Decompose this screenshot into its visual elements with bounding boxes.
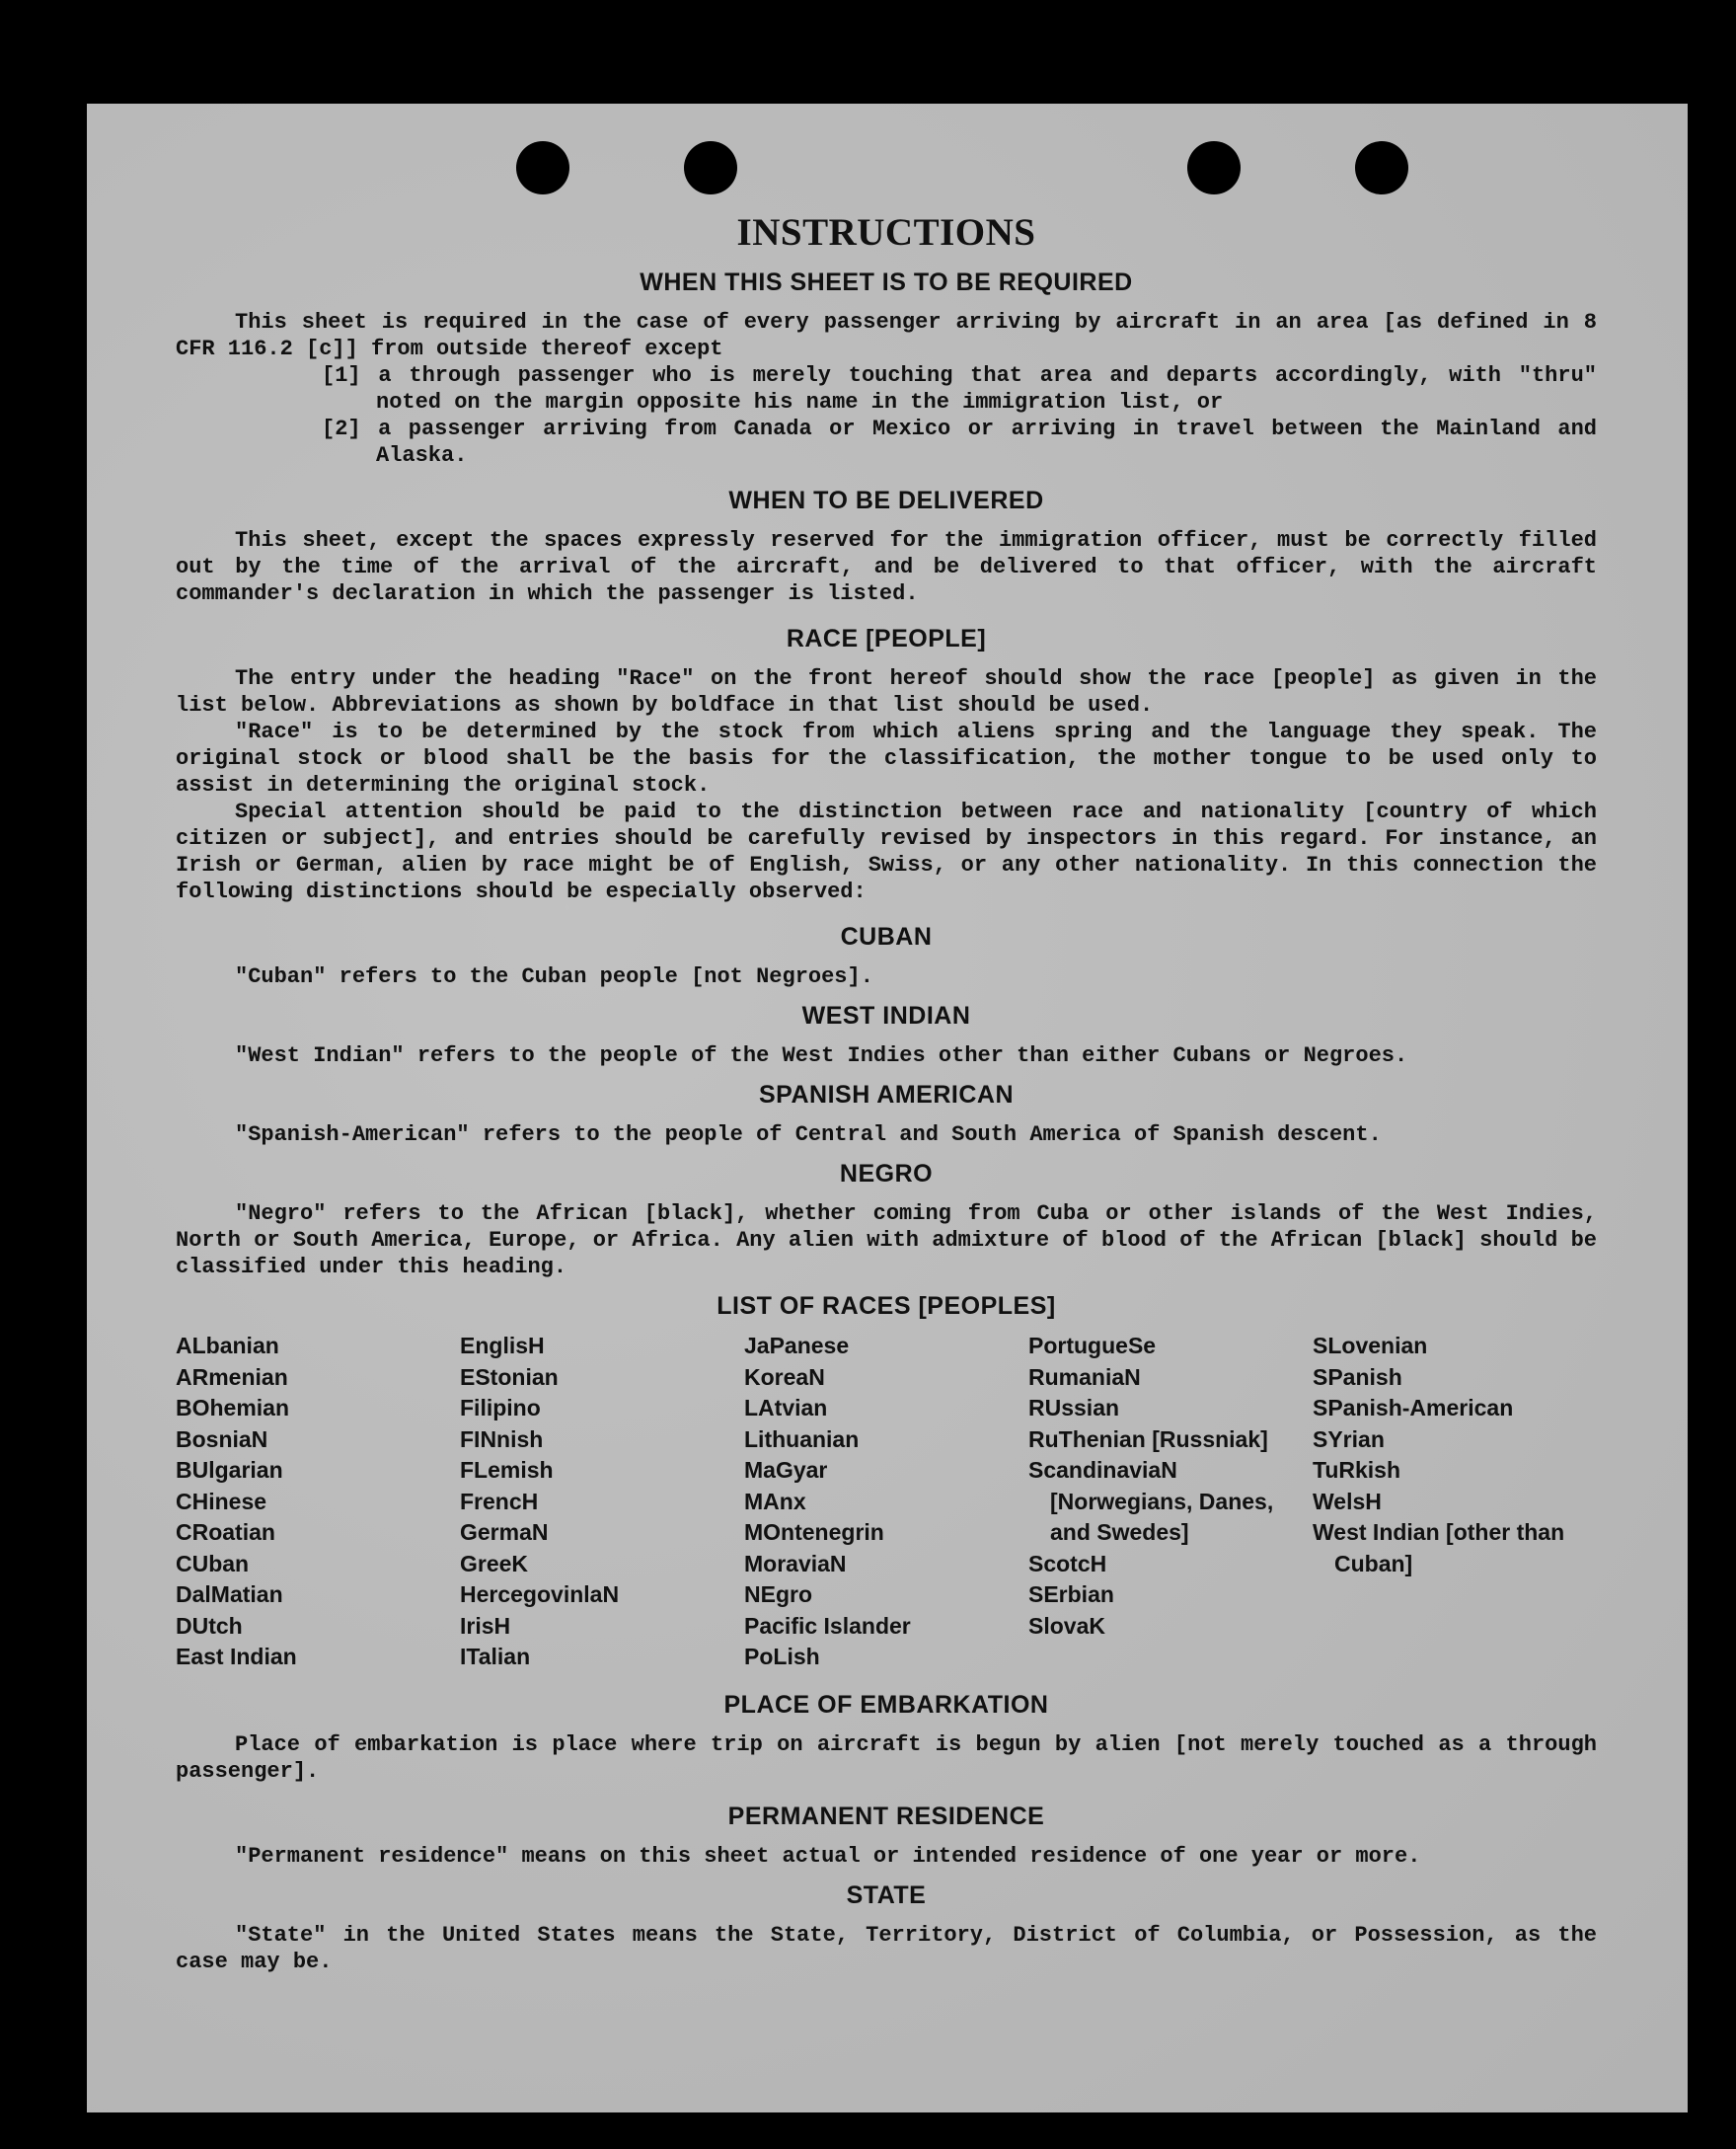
race-item: East Indian: [176, 1644, 297, 1669]
race-item: KoreaN: [744, 1363, 825, 1390]
race-item: CRoatian: [176, 1519, 275, 1545]
heading-permanent-residence: PERMANENT RESIDENCE: [727, 1802, 1045, 1830]
spanish-american-text: "Spanish-American" refers to the people of Central and South America of Spanish descent.: [235, 1122, 1382, 1147]
race-item: GermaN: [460, 1519, 549, 1545]
race-item: SPanish: [1313, 1363, 1402, 1390]
race-item: WelsH: [1313, 1488, 1382, 1514]
race-item: RuThenian [Russniak]: [1028, 1425, 1268, 1452]
race-item: PortugueSe: [1028, 1333, 1157, 1358]
race-item: LAtvian: [744, 1395, 828, 1420]
race-item: SPanish-American: [1313, 1395, 1514, 1420]
race-item: MaGyar: [744, 1457, 828, 1483]
heading-race: RACE [PEOPLE]: [786, 625, 987, 652]
punch-hole: [516, 141, 569, 194]
race-column: [1313, 1331, 1597, 1673]
race-item: RUssian: [1028, 1395, 1120, 1420]
race-item: FLemish: [460, 1457, 554, 1483]
race-item: HercegovinlaN: [460, 1581, 620, 1607]
race-item: MOntenegrin: [744, 1519, 884, 1545]
heading-state: STATE: [846, 1880, 927, 1909]
race-item: DalMatian: [176, 1581, 283, 1607]
race-item: ALbanian: [176, 1333, 279, 1358]
heading-cuban: CUBAN: [840, 923, 933, 951]
punch-hole: [1355, 141, 1408, 194]
race-item: SErbian: [1028, 1581, 1114, 1607]
race-column: [744, 1331, 1028, 1673]
race-item: BosniaN: [176, 1425, 268, 1452]
heading-west-indian: WEST INDIAN: [801, 1002, 971, 1030]
heading-spanish-american: SPANISH AMERICAN: [758, 1081, 1014, 1109]
heading-when-delivered: WHEN TO BE DELIVERED: [728, 487, 1044, 514]
heading-list-of-races: LIST OF RACES [PEOPLES]: [717, 1292, 1056, 1320]
race-item: SYrian: [1313, 1425, 1385, 1452]
race-item: SLovenian: [1313, 1333, 1428, 1358]
race-item: ARmenian: [176, 1363, 288, 1390]
race-item: ITalian: [460, 1644, 531, 1669]
race-item: Pacific Islander: [744, 1612, 911, 1639]
race-item: BUlgarian: [176, 1457, 283, 1483]
race-item: FINnish: [460, 1425, 544, 1452]
heading-embarkation: PLACE OF EMBARKATION: [723, 1690, 1049, 1719]
race-item: ScandinaviaN [Norwegians, Danes, and Swedes]: [1028, 1457, 1274, 1545]
instructions-content: [176, 210, 1597, 1975]
heading-negro: NEGRO: [839, 1160, 934, 1188]
race-item: JaPanese: [744, 1333, 850, 1358]
race-paragraph-1: The entry under the heading "Race" on the front hereof should show the race [people] as given in the list below. Abbreviations as shown by boldface in that list should be used.: [176, 666, 1597, 718]
when-required-item-1: [1] a through passenger who is merely touching that area and departs accordingly, with "thru" noted on the margin opposite his name in the immigration list, or: [322, 363, 1597, 415]
race-item: SlovaK: [1028, 1612, 1105, 1639]
race-item: DUtch: [176, 1612, 243, 1639]
document-sheet: [87, 104, 1688, 2112]
race-item: BOhemian: [176, 1395, 290, 1420]
negro-text: "Negro" refers to the African [black], whether coming from Cuba or other islands of the West Indies, North or South America, Europe, or Africa. Any alien with admixture of blood of the African [black] should be classified under this heading.: [176, 1201, 1597, 1279]
race-item: TuRkish: [1313, 1457, 1401, 1483]
page-title: INSTRUCTIONS: [736, 211, 1036, 254]
race-item: MAnx: [744, 1488, 806, 1514]
when-required-intro: This sheet is required in the case of every passenger arriving by aircraft in an area [as defined in 8 CFR 116.2 [c]] from outside thereof except: [176, 310, 1597, 361]
race-item: IrisH: [460, 1612, 511, 1639]
when-required-item-2: [2] a passenger arriving from Canada or Mexico or arriving in travel between the Mainland and Alaska.: [322, 417, 1597, 468]
state-text: "State" in the United States means the State, Territory, District of Columbia, or Possession, as the case may be.: [176, 1922, 1597, 1974]
punch-hole: [684, 141, 737, 194]
race-item: Filipino: [460, 1395, 541, 1420]
race-item: ScotcH: [1028, 1550, 1107, 1576]
race-paragraph-3: Special attention should be paid to the distinction between race and nationality [country of which citizen or subject], and entries should be carefully revised by inspectors in this regard. For instance, an Irish or German, alien by race might be of English, Swiss, or any other nationality. In this connection the following distinctions should be especially observed:: [176, 800, 1597, 904]
race-item: Lithuanian: [744, 1425, 860, 1452]
race-item: RumaniaN: [1028, 1363, 1141, 1390]
race-item: EnglisH: [460, 1333, 545, 1358]
heading-when-required: WHEN THIS SHEET IS TO BE REQUIRED: [640, 269, 1133, 296]
race-column: [460, 1331, 744, 1673]
permanent-residence-text: "Permanent residence" means on this sheet actual or intended residence of one year or more.: [235, 1843, 1421, 1869]
race-item: GreeK: [460, 1550, 529, 1576]
race-paragraph-2: "Race" is to be determined by the stock from which aliens spring and the language they speak. The original stock or blood shall be the basis for the classification, the mother tongue to be used only to assist in determining the original stock.: [176, 720, 1597, 798]
race-item: CHinese: [176, 1488, 267, 1514]
race-item: MoraviaN: [744, 1550, 847, 1576]
west-indian-text: "West Indian" refers to the people of the West Indies other than either Cubans or Negroes.: [235, 1043, 1408, 1068]
race-item: West Indian [other than Cuban]: [1313, 1519, 1565, 1576]
race-item: EStonian: [460, 1363, 559, 1390]
race-column: [1028, 1331, 1313, 1673]
races-table: [176, 1331, 1597, 1673]
race-item: PoLish: [744, 1644, 820, 1669]
cuban-text: "Cuban" refers to the Cuban people [not Negroes].: [235, 964, 873, 989]
punch-hole: [1187, 141, 1241, 194]
race-column: [176, 1331, 460, 1673]
race-item: NEgro: [744, 1581, 812, 1607]
embarkation-text: Place of embarkation is place where trip on aircraft is begun by alien [not merely touched as a through passenger].: [176, 1731, 1597, 1784]
race-item: CUban: [176, 1550, 250, 1576]
race-item: FrencH: [460, 1488, 539, 1514]
when-delivered-text: This sheet, except the spaces expressly reserved for the immigration officer, must be correctly filled out by the time of the arrival of the aircraft, and be delivered to that officer, with the aircraft commander's declaration in which the passenger is listed.: [176, 528, 1597, 606]
